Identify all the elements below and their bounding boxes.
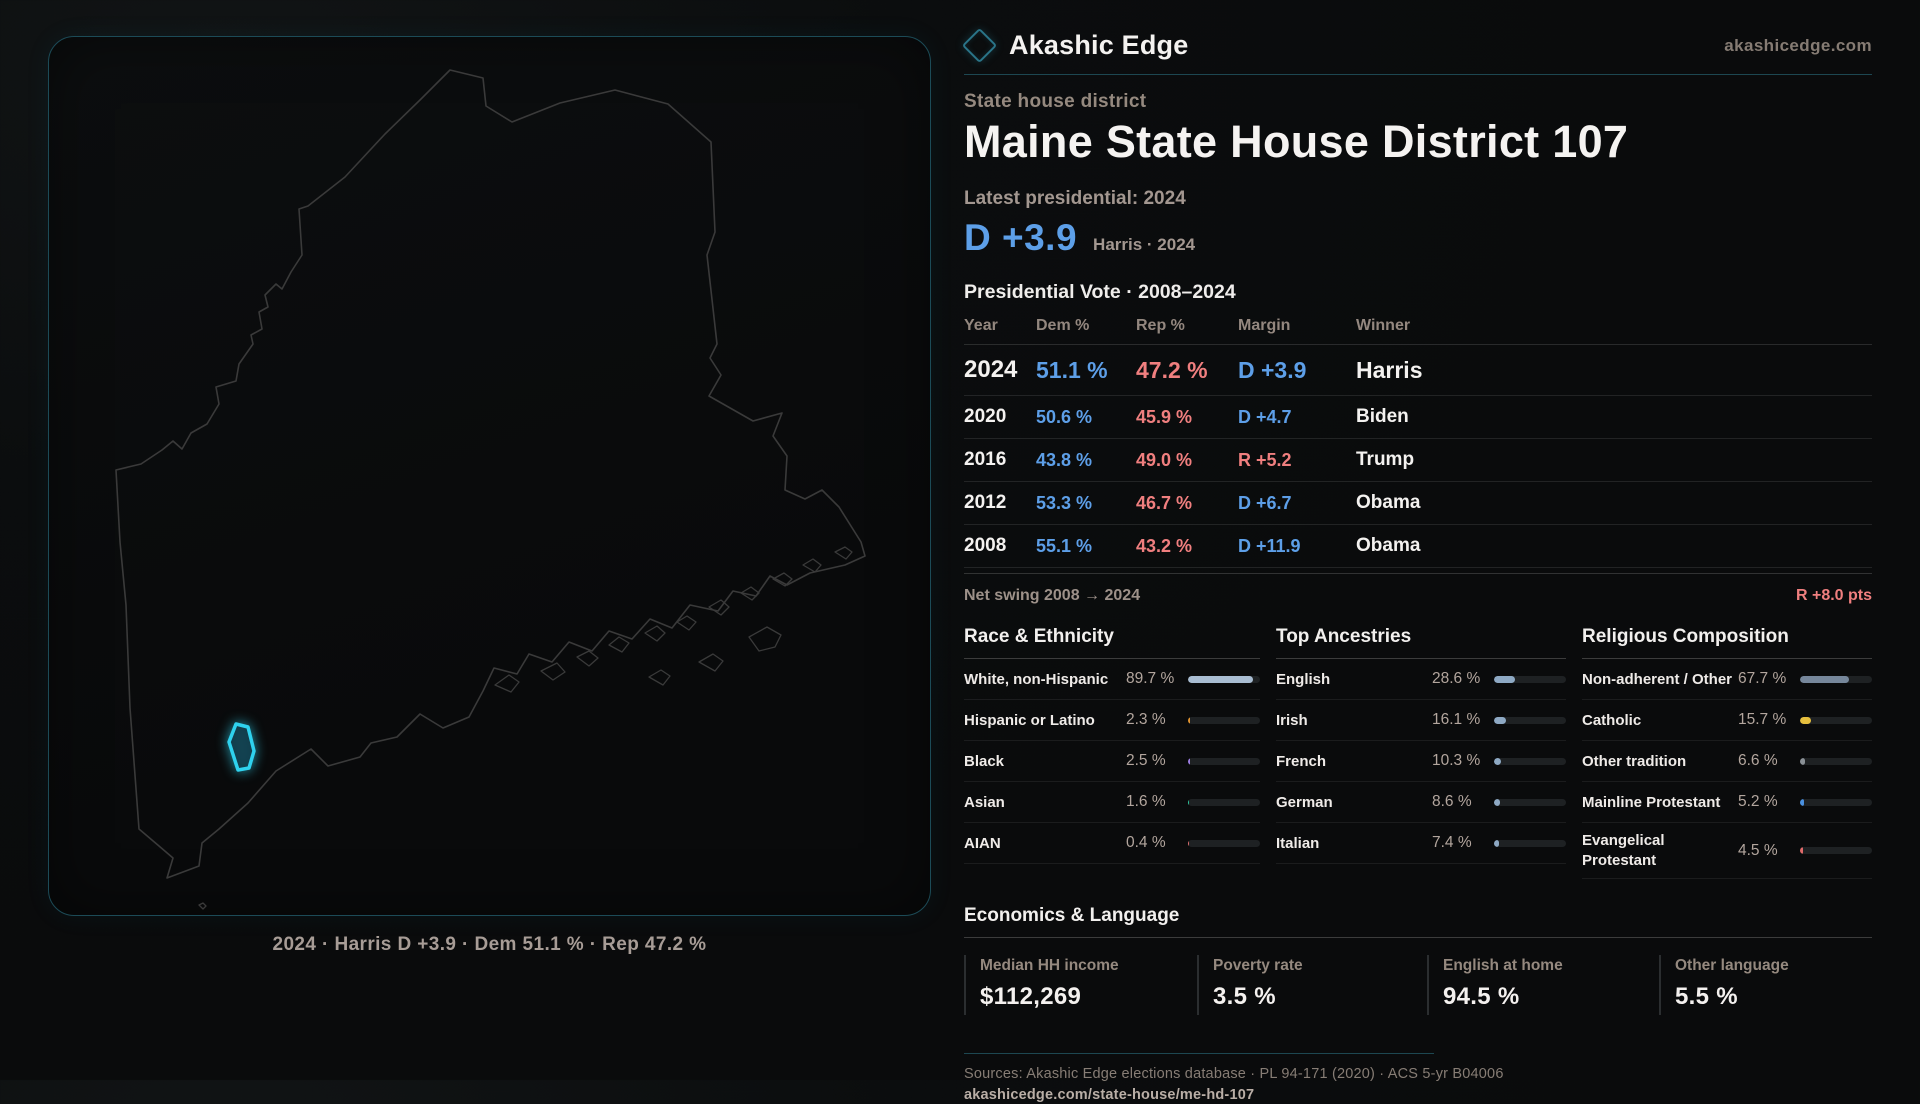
top-ancestries-title: Top Ancestries: [1276, 626, 1566, 659]
margin-cell: R +5.2: [1238, 450, 1356, 471]
demo-bar-fill: [1494, 799, 1500, 806]
brand-name: Akashic Edge: [1009, 30, 1188, 61]
dem-cell: 51.1 %: [1036, 357, 1136, 384]
demo-bar-track: [1800, 799, 1872, 806]
demo-label: Evangelical Protestant: [1582, 831, 1738, 870]
race-ethnicity-title: Race & Ethnicity: [964, 626, 1260, 659]
table-row: [964, 396, 1872, 439]
demo-bar-fill: [1188, 758, 1190, 765]
demo-value: 89.7 %: [1126, 670, 1188, 688]
demo-label: Black: [964, 752, 1126, 772]
winner-cell: Trump: [1356, 449, 1872, 471]
demo-bar-fill: [1188, 799, 1189, 806]
dem-cell: 50.6 %: [1036, 407, 1136, 428]
race-ethnicity-column: [964, 626, 1260, 879]
demo-bar-track: [1494, 758, 1566, 765]
demo-row: [1582, 659, 1872, 700]
diamond-logo-icon: [962, 28, 997, 63]
demo-label: Italian: [1276, 834, 1432, 854]
winner-cell: Obama: [1356, 492, 1872, 514]
demo-row: [1276, 659, 1566, 700]
demo-row: [964, 782, 1260, 823]
demo-row: [1276, 741, 1566, 782]
demo-label: Non-adherent / Other: [1582, 670, 1738, 690]
net-swing-row: [964, 573, 1872, 605]
headline-margin-row: [964, 217, 1872, 259]
dem-cell: 53.3 %: [1036, 493, 1136, 514]
demo-bar-fill: [1494, 758, 1501, 765]
col-dem: Dem %: [1036, 317, 1136, 335]
district-report-panel: [964, 30, 1872, 1104]
stat-value: 94.5 %: [1443, 983, 1659, 1011]
religious-composition-title: Religious Composition: [1582, 626, 1872, 659]
rep-cell: 49.0 %: [1136, 450, 1238, 471]
economics-title: Economics & Language: [964, 905, 1872, 938]
stat-label: Poverty rate: [1213, 957, 1427, 975]
demo-label: AIAN: [964, 834, 1126, 854]
stat-english-at-home: [1427, 955, 1659, 1015]
table-row: [964, 482, 1872, 525]
demo-value: 67.7 %: [1738, 670, 1800, 688]
table-row: [964, 439, 1872, 482]
year-cell: 2016: [964, 449, 1036, 471]
top-ancestries-column: [1276, 626, 1566, 879]
demo-bar-track: [1494, 676, 1566, 683]
demo-label: French: [1276, 752, 1432, 772]
demo-bar-fill: [1494, 717, 1506, 724]
footer-divider: [964, 1053, 1434, 1054]
margin-cell: D +11.9: [1238, 536, 1356, 557]
demo-bar-track: [1188, 717, 1260, 724]
demo-label: English: [1276, 670, 1432, 690]
demo-bar-track: [1800, 847, 1872, 854]
demo-value: 28.6 %: [1432, 670, 1494, 688]
headline-margin-context: Harris · 2024: [1093, 235, 1195, 255]
table-header-row: [964, 317, 1872, 345]
header-bar: [964, 30, 1872, 61]
economics-section: [964, 905, 1872, 1015]
demo-value: 2.3 %: [1126, 711, 1188, 729]
year-cell: 2008: [964, 535, 1036, 557]
demo-bar-track: [1800, 676, 1872, 683]
demographics-section: [964, 626, 1872, 879]
economics-stats: [964, 955, 1872, 1015]
sources-line: Sources: Akashic Edge elections database · PL 94-171 (2020) · ACS 5-yr B04006: [964, 1066, 1872, 1082]
stat-value: $112,269: [980, 983, 1197, 1011]
demo-label: Catholic: [1582, 711, 1738, 731]
demo-bar-track: [1188, 758, 1260, 765]
col-year: Year: [964, 317, 1036, 335]
demo-value: 0.4 %: [1126, 834, 1188, 852]
stat-value: 3.5 %: [1213, 983, 1427, 1011]
religious-composition-column: [1582, 626, 1872, 879]
col-margin: Margin: [1238, 317, 1356, 335]
demo-bar-track: [1494, 799, 1566, 806]
footer-url-link[interactable]: akashicedge.com/state-house/me-hd-107: [964, 1087, 1254, 1103]
demo-row: [964, 700, 1260, 741]
header-divider: [964, 74, 1872, 75]
demo-value: 15.7 %: [1738, 711, 1800, 729]
brand-domain-link[interactable]: akashicedge.com: [1724, 36, 1872, 56]
rep-cell: 45.9 %: [1136, 407, 1238, 428]
demo-bar-track: [1800, 717, 1872, 724]
demo-value: 4.5 %: [1738, 842, 1800, 860]
demo-row: [1582, 700, 1872, 741]
dem-cell: 43.8 %: [1036, 450, 1136, 471]
presidential-vote-table: [964, 317, 1872, 568]
demo-bar-fill: [1800, 758, 1805, 765]
demo-row: [1582, 782, 1872, 823]
year-cell: 2020: [964, 406, 1036, 428]
demo-row: [964, 823, 1260, 864]
stat-value: 5.5 %: [1675, 983, 1872, 1011]
demo-value: 6.6 %: [1738, 752, 1800, 770]
stat-label: English at home: [1443, 957, 1659, 975]
demo-value: 2.5 %: [1126, 752, 1188, 770]
margin-cell: D +4.7: [1238, 407, 1356, 428]
demo-label: Hispanic or Latino: [964, 711, 1126, 731]
demo-row: [1276, 823, 1566, 864]
rep-cell: 46.7 %: [1136, 493, 1238, 514]
col-rep: Rep %: [1136, 317, 1238, 335]
demo-bar-track: [1494, 840, 1566, 847]
demo-row: [1276, 782, 1566, 823]
coastal-islands: [199, 547, 852, 909]
stat-other-language: [1659, 955, 1872, 1015]
latest-presidential-label: Latest presidential: 2024: [964, 188, 1872, 210]
brand: [964, 30, 1188, 61]
demo-bar-fill: [1188, 717, 1190, 724]
page-title: Maine State House District 107: [964, 118, 1872, 165]
rep-cell: 43.2 %: [1136, 536, 1238, 557]
demo-label: Asian: [964, 793, 1126, 813]
dem-cell: 55.1 %: [1036, 536, 1136, 557]
demo-label: Mainline Protestant: [1582, 793, 1738, 813]
demo-row: [1276, 700, 1566, 741]
year-cell: 2024: [964, 356, 1036, 384]
highlighted-district[interactable]: [229, 724, 254, 770]
winner-cell: Harris: [1356, 357, 1872, 384]
vote-table-title: Presidential Vote · 2008–2024: [964, 281, 1872, 304]
headline-margin-value: D +3.9: [964, 217, 1077, 259]
demo-bar-fill: [1800, 717, 1811, 724]
demo-row: [964, 659, 1260, 700]
district-type-kicker: State house district: [964, 91, 1872, 113]
margin-cell: D +3.9: [1238, 357, 1356, 384]
stat-poverty-rate: [1197, 955, 1427, 1015]
maine-map: [49, 37, 931, 916]
demo-bar-fill: [1800, 676, 1849, 683]
demo-row: [964, 741, 1260, 782]
demo-label: German: [1276, 793, 1432, 813]
demo-bar-track: [1188, 799, 1260, 806]
col-winner: Winner: [1356, 317, 1872, 335]
net-swing-value: R +8.0 pts: [1796, 587, 1872, 605]
demo-value: 8.6 %: [1432, 793, 1494, 811]
demo-bar-fill: [1800, 847, 1803, 854]
demo-row: [1582, 741, 1872, 782]
winner-cell: Biden: [1356, 406, 1872, 428]
maine-state-outline: [116, 70, 865, 878]
demo-value: 10.3 %: [1432, 752, 1494, 770]
demo-label: Other tradition: [1582, 752, 1738, 772]
demo-bar-track: [1494, 717, 1566, 724]
state-map-panel: [48, 36, 931, 916]
stat-label: Other language: [1675, 957, 1872, 975]
demo-label: White, non-Hispanic: [964, 670, 1126, 690]
demo-bar-fill: [1494, 840, 1499, 847]
demo-bar-track: [1188, 676, 1260, 683]
demo-value: 7.4 %: [1432, 834, 1494, 852]
rep-cell: 47.2 %: [1136, 357, 1238, 384]
stat-median-hh-income: [964, 955, 1197, 1015]
map-section: [48, 36, 931, 956]
map-caption: 2024 · Harris D +3.9 · Dem 51.1 % · Rep 47.2 %: [48, 934, 931, 956]
demo-bar-fill: [1494, 676, 1515, 683]
table-row: [964, 525, 1872, 568]
demo-value: 16.1 %: [1432, 711, 1494, 729]
footer: [964, 1053, 1872, 1104]
demo-value: 1.6 %: [1126, 793, 1188, 811]
stat-label: Median HH income: [980, 957, 1197, 975]
net-swing-label: Net swing 2008 → 2024: [964, 587, 1140, 605]
table-row: [964, 345, 1872, 396]
margin-cell: D +6.7: [1238, 493, 1356, 514]
demo-label: Irish: [1276, 711, 1432, 731]
winner-cell: Obama: [1356, 535, 1872, 557]
demo-row: [1582, 823, 1872, 879]
year-cell: 2012: [964, 492, 1036, 514]
demo-bar-track: [1188, 840, 1260, 847]
demo-bar-fill: [1188, 676, 1253, 683]
demo-bar-fill: [1800, 799, 1804, 806]
demo-value: 5.2 %: [1738, 793, 1800, 811]
demo-bar-track: [1800, 758, 1872, 765]
